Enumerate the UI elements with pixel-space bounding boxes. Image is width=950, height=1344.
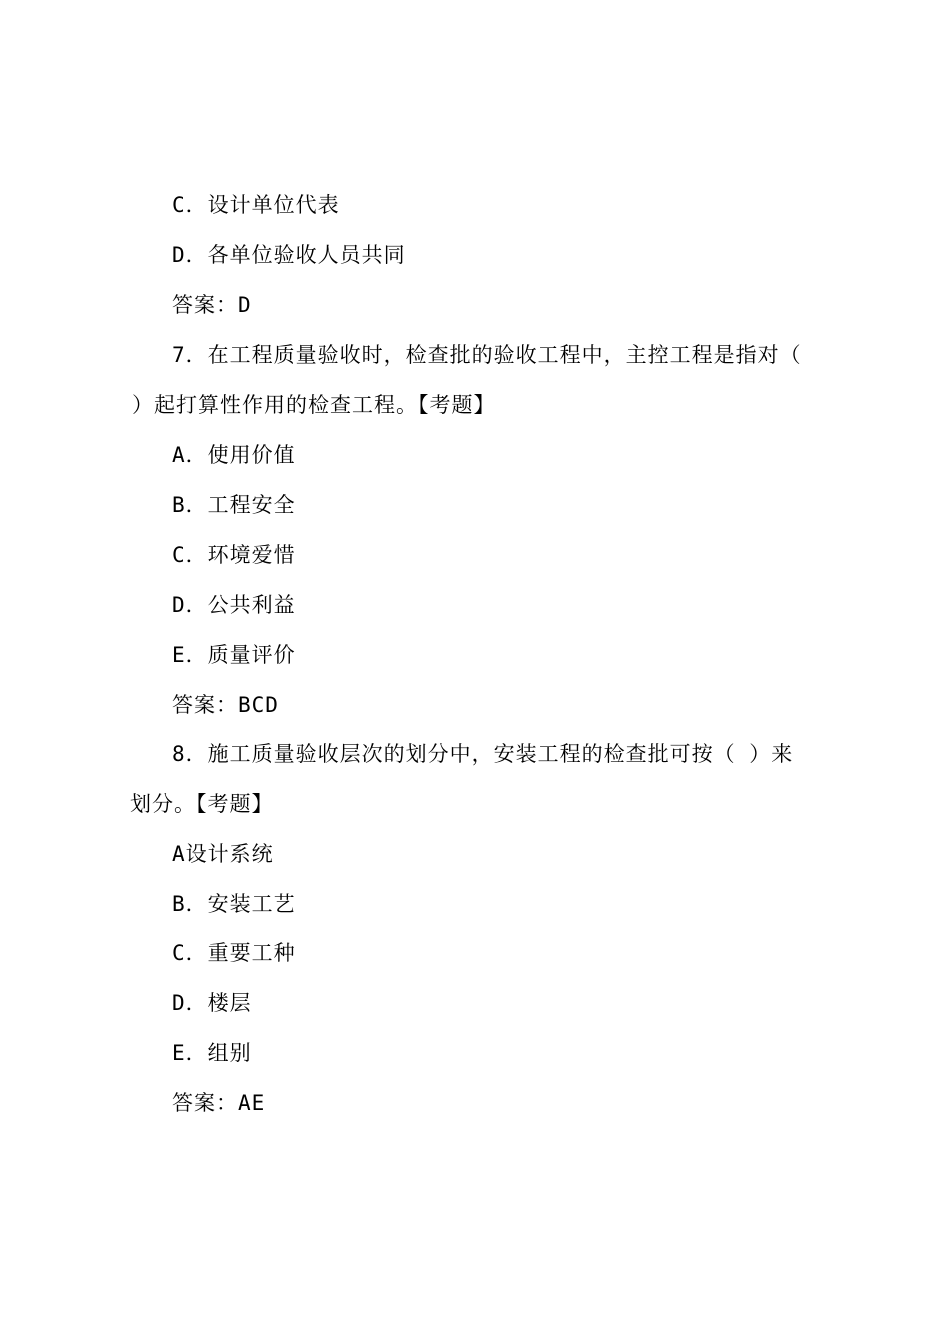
- option-d-q7: D．公共利益: [172, 593, 296, 617]
- question-8-line1: 8．施工质量验收层次的划分中，安装工程的检查批可按（ ）来: [172, 742, 794, 766]
- option-d-q8: D．楼层: [172, 991, 252, 1015]
- option-c-q6: C．设计单位代表: [172, 193, 340, 217]
- option-e-q7: E．质量评价: [172, 643, 296, 667]
- answer-q7: 答案：BCD: [172, 693, 279, 717]
- option-c-q8: C．重要工种: [172, 941, 296, 965]
- option-e-q8: E．组别: [172, 1041, 252, 1065]
- question-8-line2: 划分。【考题】: [130, 792, 274, 816]
- option-a-q8: A设计系统: [172, 842, 274, 866]
- question-7-line1: 7．在工程质量验收时，检查批的验收工程中，主控工程是指对（: [172, 343, 802, 367]
- option-b-q7: B．工程安全: [172, 493, 296, 517]
- answer-q6: 答案：D: [172, 293, 252, 317]
- answer-q8: 答案：AE: [172, 1091, 266, 1115]
- option-d-q6: D．各单位验收人员共同: [172, 243, 406, 267]
- question-7-line2: ）起打算性作用的检查工程。【考题】: [132, 393, 496, 417]
- option-a-q7: A．使用价值: [172, 443, 296, 467]
- option-b-q8: B．安装工艺: [172, 892, 296, 916]
- option-c-q7: C．环境爱惜: [172, 543, 296, 567]
